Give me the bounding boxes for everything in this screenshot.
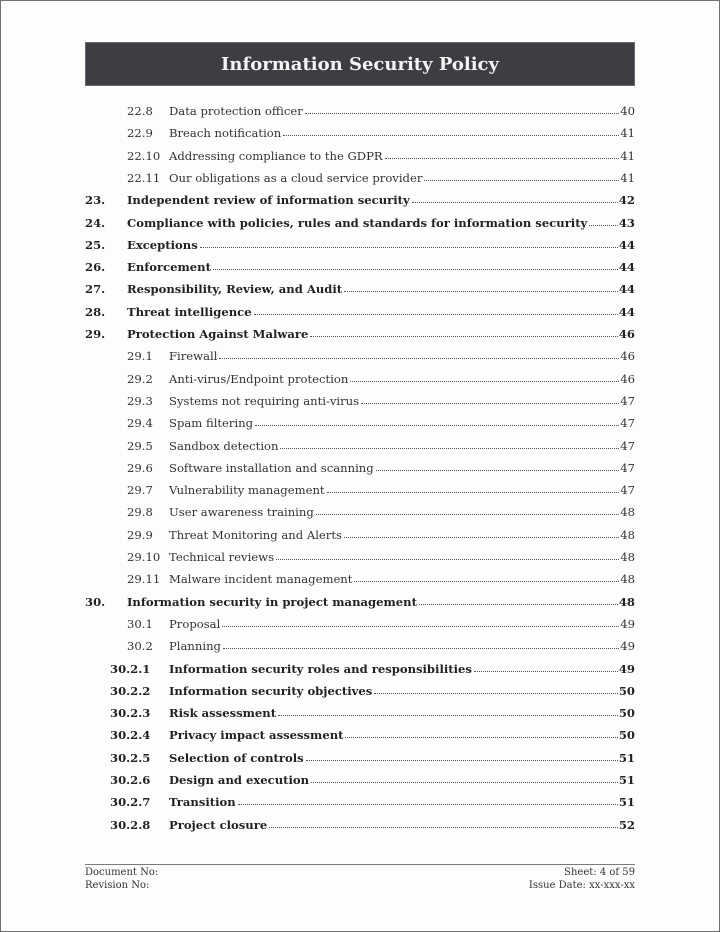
toc-entry-link[interactable] — [169, 479, 635, 501]
toc-entry-link[interactable] — [169, 613, 635, 635]
dot-leader — [344, 281, 618, 292]
toc-entry-title: Addressing compliance to the GDPR — [169, 148, 383, 163]
toc-entry-number: 30.2.8 — [110, 817, 151, 832]
toc-entry[interactable] — [0, 791, 720, 813]
dot-leader — [474, 661, 618, 672]
toc-entry-link[interactable] — [169, 635, 635, 657]
toc-entry-page-number: 47 — [620, 483, 635, 498]
dot-leader — [306, 750, 618, 761]
toc-entry[interactable] — [0, 212, 720, 234]
toc-entry-number: 30. — [85, 594, 106, 609]
toc-entry-page-number: 48 — [620, 505, 635, 520]
dot-leader — [213, 259, 618, 270]
toc-entry-title: Planning — [169, 639, 221, 654]
toc-entry-number: 24. — [85, 215, 106, 230]
toc-entry-page-number: 47 — [620, 460, 635, 475]
toc-entry-page-number: 50 — [618, 728, 635, 743]
dot-leader — [412, 192, 618, 203]
toc-entry-title: Project closure — [169, 817, 268, 832]
toc-entry-title: Malware incident management — [169, 572, 353, 587]
toc-entry[interactable] — [0, 323, 720, 345]
toc-entry-link[interactable] — [169, 122, 635, 144]
dot-leader — [374, 683, 618, 694]
toc-entry[interactable] — [0, 435, 720, 457]
toc-entry[interactable] — [0, 301, 720, 323]
toc-entry-page-number: 48 — [620, 550, 635, 564]
toc-entry-title: Protection Against Malware — [127, 327, 309, 341]
toc-entry-page-number: 48 — [618, 594, 635, 609]
toc-entry-link[interactable] — [169, 814, 635, 836]
toc-entry-number: 22.9 — [127, 126, 153, 141]
toc-entry[interactable] — [0, 501, 720, 523]
toc-entry-page-number: 40 — [620, 104, 635, 118]
dot-leader — [280, 438, 619, 449]
toc-entry-link[interactable] — [169, 100, 635, 122]
toc-entry-page-number: 49 — [618, 661, 635, 676]
toc-entry-title: Transition — [169, 795, 236, 810]
toc-entry-number: 29.11 — [127, 572, 161, 587]
toc-entry[interactable] — [0, 368, 720, 390]
toc-entry-link[interactable] — [169, 368, 635, 390]
toc-entry-page-number: 47 — [620, 393, 635, 408]
toc-entry-page-number: 44 — [618, 304, 635, 319]
toc-entry-page-number: 43 — [618, 215, 635, 230]
toc-entry-page-number: 44 — [618, 260, 635, 275]
toc-entry-title: Threat Monitoring and Alerts — [169, 527, 342, 542]
dot-leader — [276, 549, 619, 560]
toc-entry-link[interactable] — [169, 791, 635, 813]
toc-entry-number: 29.4 — [127, 416, 153, 431]
toc-entry-link[interactable] — [127, 591, 635, 613]
toc-entry-page-number: 51 — [618, 795, 635, 810]
toc-entry-page-number: 51 — [618, 750, 635, 765]
toc-entry-number: 29.9 — [127, 527, 153, 542]
toc-entry-page-number: 44 — [618, 237, 635, 252]
toc-entry-page-number: 51 — [618, 773, 635, 787]
dot-leader — [269, 817, 618, 828]
toc-entry-title: Information security objectives — [169, 683, 373, 698]
toc-entry-title: Firewall — [169, 349, 218, 364]
dot-leader — [305, 103, 619, 114]
dot-leader — [222, 616, 619, 627]
toc-entry-title: Design and execution — [169, 773, 310, 787]
toc-entry-number: 29.2 — [127, 371, 153, 386]
toc-entry-link[interactable] — [127, 234, 635, 256]
sheet-number: Sheet: 4 of 59 — [564, 867, 635, 878]
dot-leader — [354, 571, 619, 582]
footer-divider — [85, 864, 635, 865]
toc-entry-link[interactable] — [169, 702, 635, 724]
toc-entry-number: 29.1 — [127, 349, 153, 364]
toc-entry-title: Exceptions — [127, 237, 198, 252]
toc-entry-number: 29.5 — [127, 438, 153, 453]
toc-entry-page-number: 49 — [620, 639, 635, 654]
toc-entry-title: Threat intelligence — [127, 304, 252, 319]
toc-entry[interactable] — [0, 769, 720, 791]
toc-entry-number: 29.6 — [127, 460, 153, 475]
toc-entry[interactable] — [0, 256, 720, 278]
toc-entry-link[interactable] — [169, 390, 635, 412]
dot-leader — [361, 393, 619, 404]
toc-entry-link[interactable] — [169, 769, 635, 791]
toc-entry-link[interactable] — [127, 278, 635, 300]
toc-entry[interactable] — [0, 680, 720, 702]
dot-leader — [311, 772, 618, 783]
dot-leader — [278, 705, 618, 716]
toc-entry-link[interactable] — [169, 501, 635, 523]
toc-entry[interactable] — [0, 747, 720, 769]
toc-entry-page-number: 41 — [620, 148, 635, 163]
dot-leader — [345, 727, 617, 738]
toc-entry-number: 26. — [85, 260, 106, 275]
toc-entry-title: Proposal — [169, 616, 221, 631]
toc-entry-title: Data protection officer — [169, 104, 303, 118]
toc-entry-page-number: 41 — [620, 170, 635, 185]
toc-entry-title: Our obligations as a cloud service provider — [169, 170, 423, 185]
dot-leader — [419, 594, 618, 605]
toc-entry-title: Compliance with policies, rules and standards for information security — [127, 215, 588, 230]
toc-entry-link[interactable] — [169, 546, 635, 568]
toc-entry-title: Information security in project management — [127, 594, 417, 609]
toc-entry[interactable] — [0, 189, 720, 211]
toc-entry[interactable] — [0, 524, 720, 546]
toc-entry-page-number: 48 — [620, 527, 635, 542]
toc-entry-title: Anti-virus/Endpoint protection — [169, 371, 349, 386]
dot-leader — [376, 460, 620, 471]
toc-entry-number: 22.10 — [127, 148, 161, 163]
toc-entry-number: 30.2.5 — [110, 750, 151, 765]
toc-entry-link[interactable] — [169, 345, 635, 367]
toc-entry-link[interactable] — [169, 568, 635, 590]
toc-entry[interactable] — [0, 390, 720, 412]
dot-leader — [219, 348, 619, 359]
toc-entry[interactable] — [0, 702, 720, 724]
toc-entry-title: Information security roles and responsibilities — [169, 661, 472, 676]
toc-entry-link[interactable] — [169, 435, 635, 457]
toc-entry-title: Systems not requiring anti-virus — [169, 393, 360, 408]
toc-entry[interactable] — [0, 457, 720, 479]
toc-entry-page-number: 46 — [618, 327, 635, 341]
toc-entry-link[interactable] — [127, 323, 635, 345]
toc-entry-link[interactable] — [169, 167, 635, 189]
toc-entry-page-number: 50 — [618, 683, 635, 698]
toc-entry-page-number: 47 — [620, 438, 635, 453]
dot-leader — [385, 148, 620, 159]
toc-entry-title: Breach notification — [169, 126, 282, 141]
document-number-label: Document No: — [85, 867, 159, 878]
dot-leader — [200, 237, 618, 248]
toc-entry[interactable] — [0, 568, 720, 590]
toc-entry-page-number: 42 — [618, 193, 635, 208]
toc-entry[interactable] — [0, 635, 720, 657]
toc-entry-page-number: 44 — [618, 282, 635, 297]
toc-entry[interactable] — [0, 167, 720, 189]
toc-entry-link[interactable] — [127, 256, 635, 278]
toc-entry-page-number: 50 — [618, 706, 635, 721]
toc-entry[interactable] — [0, 412, 720, 434]
toc-entry-title: Privacy impact assessment — [169, 728, 344, 743]
revision-number-label: Revision No: — [85, 880, 150, 891]
toc-entry-number: 29.8 — [127, 505, 153, 520]
dot-leader — [424, 170, 619, 181]
dot-leader — [327, 482, 620, 493]
toc-entry-number: 29. — [85, 327, 106, 341]
toc-entry[interactable] — [0, 613, 720, 635]
toc-entry[interactable] — [0, 345, 720, 367]
dot-leader — [589, 215, 618, 226]
toc-entry[interactable] — [0, 234, 720, 256]
toc-entry-page-number: 46 — [620, 371, 635, 386]
toc-entry[interactable] — [0, 122, 720, 144]
document-header-bar — [85, 42, 635, 86]
toc-entry-link[interactable] — [169, 412, 635, 434]
toc-entry[interactable] — [0, 145, 720, 167]
dot-leader — [350, 371, 619, 382]
document-title: Information Security Policy — [221, 53, 499, 75]
toc-entry-number: 27. — [85, 282, 106, 297]
toc-entry-page-number: 49 — [620, 616, 635, 631]
dot-leader — [238, 794, 618, 805]
toc-entry-number: 30.2.6 — [110, 773, 151, 787]
toc-entry-number: 23. — [85, 193, 106, 208]
toc-entry-number: 30.2.7 — [110, 795, 151, 810]
toc-entry-number: 22.11 — [127, 170, 161, 185]
toc-entry-page-number: 52 — [618, 817, 635, 832]
toc-entry-link[interactable] — [169, 747, 635, 769]
toc-entry[interactable] — [0, 658, 720, 680]
toc-entry-link[interactable] — [169, 524, 635, 546]
toc-entry-title: Sandbox detection — [169, 438, 279, 453]
toc-entry-title: Vulnerability management — [169, 483, 325, 498]
issue-date: Issue Date: xx-xxx-xx — [528, 880, 635, 891]
toc-entry-number: 30.1 — [127, 616, 153, 631]
toc-entry-number: 25. — [85, 237, 106, 252]
toc-entry-page-number: 46 — [620, 349, 635, 364]
toc-entry-title: Responsibility, Review, and Audit — [127, 282, 343, 297]
toc-entry-link[interactable] — [169, 658, 635, 680]
dot-leader — [255, 415, 619, 426]
toc-entry-number: 30.2 — [127, 639, 153, 654]
toc-entry-number: 22.8 — [127, 104, 153, 118]
toc-entry-number: 28. — [85, 304, 106, 319]
toc-entry-title: Spam filtering — [169, 416, 254, 431]
toc-entry-title: Technical reviews — [169, 550, 275, 564]
toc-entry-number: 30.2.2 — [110, 683, 151, 698]
toc-entry-title: Independent review of information security — [127, 193, 410, 208]
toc-entry[interactable] — [0, 278, 720, 300]
toc-entry-link[interactable] — [127, 301, 635, 323]
dot-leader — [316, 504, 619, 515]
toc-entry-page-number: 41 — [620, 126, 635, 141]
dot-leader — [223, 638, 619, 649]
toc-entry-page-number: 48 — [620, 572, 635, 587]
toc-entry-number: 29.10 — [127, 550, 161, 564]
toc-entry-link[interactable] — [169, 724, 635, 746]
toc-entry[interactable] — [0, 546, 720, 568]
toc-entry-page-number: 47 — [620, 416, 635, 431]
toc-entry-title: Risk assessment — [169, 706, 277, 721]
toc-entry-number: 30.2.1 — [110, 661, 151, 676]
toc-entry[interactable] — [0, 100, 720, 122]
dot-leader — [283, 125, 619, 136]
toc-entry-title: User awareness training — [169, 505, 314, 520]
toc-entry-link[interactable] — [127, 189, 635, 211]
toc-entry-number: 30.2.3 — [110, 706, 151, 721]
dot-leader — [344, 527, 619, 538]
toc-entry-link[interactable] — [169, 680, 635, 702]
toc-entry-link[interactable] — [127, 212, 635, 234]
toc-entry[interactable] — [0, 814, 720, 836]
toc-entry-number: 30.2.4 — [110, 728, 151, 743]
toc-entry-link[interactable] — [169, 145, 635, 167]
toc-entry-title: Selection of controls — [169, 750, 304, 765]
toc-entry-title: Enforcement — [127, 260, 211, 275]
toc-entry-number: 29.7 — [127, 483, 153, 498]
toc-entry-number: 29.3 — [127, 393, 153, 408]
toc-entry[interactable] — [0, 724, 720, 746]
dot-leader — [254, 304, 618, 315]
toc-entry-title: Software installation and scanning — [169, 460, 374, 475]
dot-leader — [310, 326, 617, 337]
toc-entry[interactable] — [0, 479, 720, 501]
toc-entry[interactable] — [0, 591, 720, 613]
toc-entry-link[interactable] — [169, 457, 635, 479]
